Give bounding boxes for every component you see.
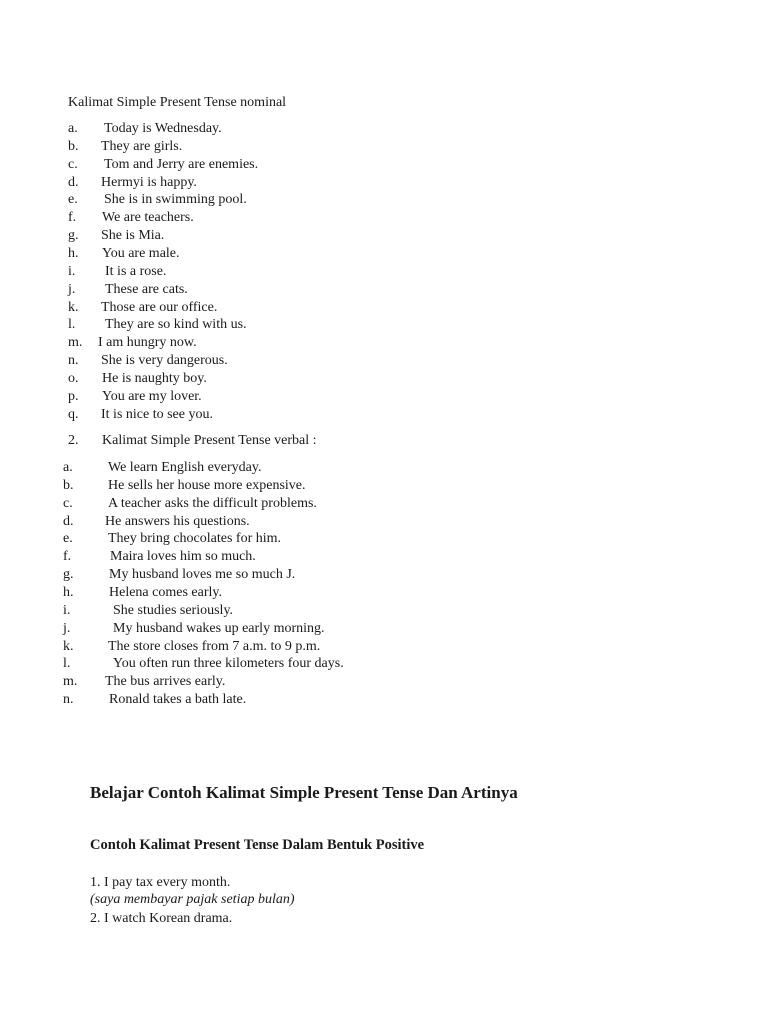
list-item [63, 620, 663, 638]
list-text: The store closes from 7 a.m. to 9 p.m. [108, 638, 321, 654]
list-marker: f. [63, 549, 72, 565]
list-marker: o. [68, 370, 79, 386]
article-subtitle: Contoh Kalimat Present Tense Dalam Bentuk Positive [90, 837, 425, 853]
list-marker: e. [68, 192, 78, 208]
list-marker: q. [68, 406, 79, 422]
list-marker: l. [63, 656, 71, 672]
list-item [68, 191, 668, 209]
list-text: You are male. [102, 245, 180, 261]
verbal-heading: Kalimat Simple Present Tense verbal : [102, 433, 317, 448]
list-marker: a. [63, 460, 73, 475]
list-marker: g. [68, 228, 79, 244]
list-text: Ronald takes a bath late. [109, 692, 247, 708]
list-marker: f. [68, 210, 77, 226]
list-text: We learn English everyday. [108, 460, 262, 475]
list-text: You are my lover. [102, 388, 202, 404]
list-item [68, 227, 668, 245]
list-item [68, 245, 668, 263]
list-marker: j. [63, 620, 71, 636]
list-text: It is nice to see you. [101, 406, 213, 422]
list-text: They are so kind with us. [105, 317, 247, 333]
list-marker: a. [68, 121, 78, 136]
list-text: She is very dangerous. [101, 353, 228, 369]
list-text: Maira loves him so much. [110, 549, 256, 565]
list-text: The bus arrives early. [105, 674, 226, 690]
list-text: Tom and Jerry are enemies. [104, 156, 259, 172]
list-text: A teacher asks the difficult problems. [108, 495, 317, 511]
list-marker: j. [68, 281, 76, 297]
list-text: He is naughty boy. [102, 370, 207, 386]
list-item [68, 120, 668, 138]
list-marker: l. [68, 317, 76, 333]
list-text: She is in swimming pool. [104, 192, 247, 208]
list-marker: n. [63, 692, 74, 708]
list-marker: i. [68, 263, 76, 279]
list-text: Those are our office. [101, 299, 218, 315]
list-item [68, 209, 668, 227]
list-text: These are cats. [105, 281, 188, 297]
list-item [63, 602, 663, 620]
list-text: He answers his questions. [105, 513, 250, 529]
list-marker: p. [68, 388, 79, 404]
list-item [68, 299, 668, 317]
list-text: You often run three kilometers four days. [113, 656, 344, 672]
list-item [63, 530, 663, 548]
list-text: Today is Wednesday. [104, 121, 222, 136]
list-marker: k. [68, 299, 79, 315]
list-marker: h. [68, 245, 79, 261]
list-item [68, 174, 668, 192]
nominal-heading: Kalimat Simple Present Tense nominal [68, 95, 287, 110]
list-item [68, 352, 668, 370]
list-marker: m. [68, 335, 83, 351]
list-item [63, 673, 663, 691]
list-text: It is a rose. [105, 263, 167, 279]
list-item [68, 388, 668, 406]
list-text: Hermyi is happy. [101, 174, 197, 190]
list-marker: m. [63, 674, 78, 690]
list-text: He sells her house more expensive. [108, 477, 306, 493]
list-marker: d. [68, 174, 79, 190]
list-text: She is Mia. [101, 228, 165, 244]
list-item [68, 156, 668, 174]
list-item [63, 513, 663, 531]
list-text: Helena comes early. [109, 584, 222, 600]
list-marker: b. [63, 477, 74, 493]
list-text: We are teachers. [102, 210, 194, 226]
list-marker: e. [63, 531, 73, 547]
list-item [68, 334, 668, 352]
list-text: She studies seriously. [113, 602, 234, 618]
list-item [68, 316, 668, 334]
list-text: My husband loves me so much J. [109, 567, 296, 583]
list-item [63, 459, 663, 477]
list-marker: c. [63, 495, 73, 511]
list-text: I am hungry now. [98, 335, 197, 351]
list-item [68, 263, 668, 281]
list-marker: c. [68, 156, 78, 172]
list-text: They bring chocolates for him. [108, 531, 282, 547]
list-marker: h. [63, 584, 74, 600]
list-text: They are girls. [101, 138, 183, 154]
list-item [63, 495, 663, 513]
list-item [63, 477, 663, 495]
verbal-number: 2. [68, 433, 79, 448]
list-text: My husband wakes up early morning. [113, 620, 325, 636]
list-marker: b. [68, 138, 79, 154]
list-item [68, 281, 668, 299]
list-marker: g. [63, 567, 74, 583]
list-marker: d. [63, 513, 74, 529]
list-item [68, 138, 668, 156]
list-item [63, 566, 663, 584]
list-item [68, 370, 668, 388]
list-item [63, 638, 663, 656]
list-item [63, 691, 663, 709]
list-item [63, 584, 663, 602]
list-marker: n. [68, 353, 79, 369]
article-line-1: 1. I pay tax every month. [90, 875, 231, 890]
article-line-3: 2. I watch Korean drama. [90, 911, 233, 926]
list-item [68, 406, 668, 424]
list-item [63, 655, 663, 673]
article-title: Belajar Contoh Kalimat Simple Present Tense Dan Artinya [90, 783, 518, 802]
list-item [63, 548, 663, 566]
article-line-2: (saya membayar pajak setiap bulan) [90, 892, 295, 907]
list-marker: k. [63, 638, 74, 654]
list-marker: i. [63, 602, 71, 618]
